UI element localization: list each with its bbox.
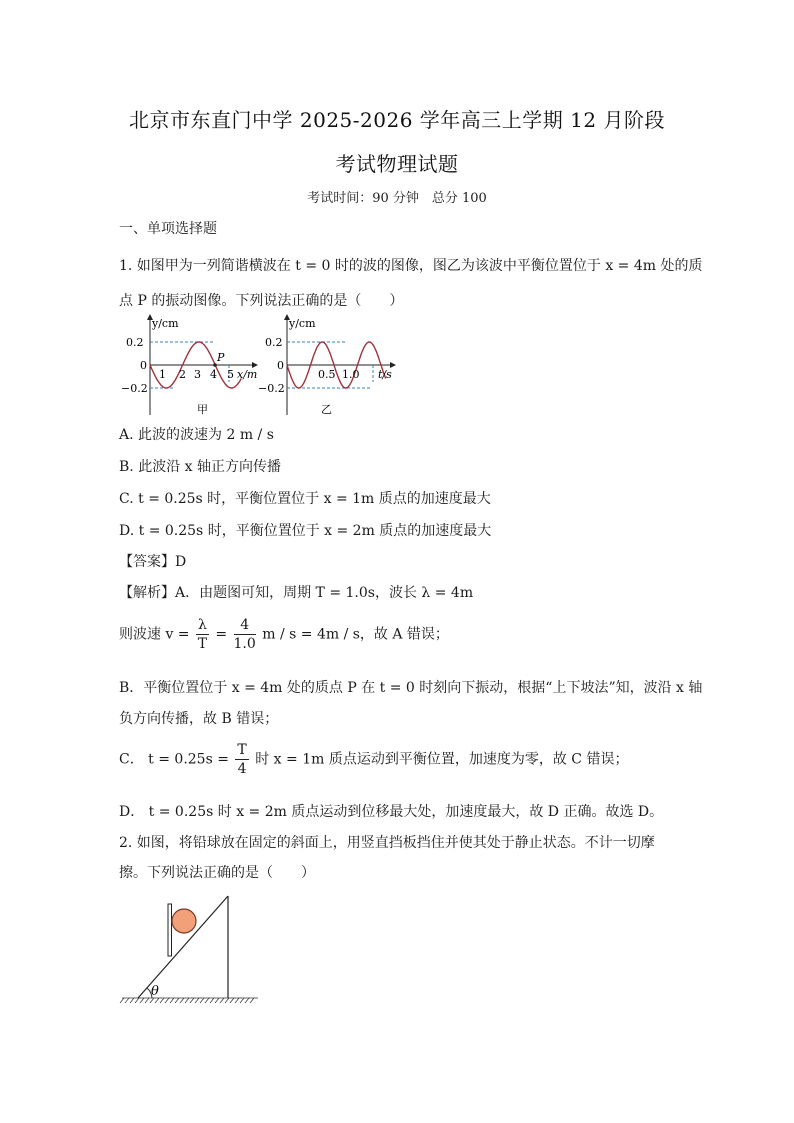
q1-figure: [115, 310, 405, 420]
q1-option-a: A. 此波的波速为 2 m / s: [119, 427, 274, 443]
analysis-speed-prefix: 则波速 v =: [119, 626, 190, 643]
exam-info: 考试时间：90 分钟 总分 100: [307, 191, 487, 206]
fraction-denominator: 4: [237, 761, 247, 777]
vertical-baffle: [168, 904, 172, 956]
jia-xtick-1: 1: [159, 368, 166, 381]
graph-yi: [258, 315, 395, 416]
jia-caption: 甲: [197, 403, 208, 416]
section-heading: 一、单项选择题: [119, 221, 217, 237]
title-line-1: 北京市东直门中学 2025-2026 学年高三上学期 12 月阶段: [129, 108, 665, 132]
q1-analysis-a: 【解析】A．由题图可知，周期 T = 1.0s，波长 λ = 4m: [119, 585, 474, 601]
analysis-c-suffix: 时 x = 1m 质点运动到平衡位置，加速度为零，故 C 错误；: [255, 751, 629, 768]
q1-analysis-b-line-2: 负方向传播，故 B 错误；: [119, 711, 279, 727]
jia-xlabel: x/m: [237, 368, 258, 381]
fraction-numerator: T: [237, 742, 247, 758]
jia-ytick-zero: 0: [140, 359, 147, 372]
hatch-line: [200, 998, 204, 1003]
hatch-line: [215, 998, 219, 1003]
q1-option-c: C. t = 0.25s 时，平衡位置位于 x = 1m 质点的加速度最大: [119, 491, 491, 507]
hatch-line: [125, 998, 129, 1003]
q1-stem-line-1: 1. 如图甲为一列简谐横波在 t = 0 时的波的图像，图乙为该波中平衡位置位于 x = 4m 处的质: [119, 258, 703, 274]
q1-option-b: B. 此波沿 x 轴正方向传播: [119, 459, 281, 475]
hatch-line: [140, 998, 144, 1003]
hatch-line: [180, 998, 184, 1003]
fraction-denominator: 1.0: [233, 636, 256, 652]
hatch-line: [210, 998, 214, 1003]
q1-stem-line-2: 点 P 的振动图像。下列说法正确的是（ ）: [119, 293, 404, 309]
jia-xtick-3: 3: [194, 368, 201, 381]
analysis-c-prefix: C． t = 0.25s =: [119, 751, 229, 768]
point-p-label: P: [217, 351, 225, 364]
fraction-numerator: 4: [234, 616, 256, 635]
yi-ylabel: y/cm: [289, 317, 316, 330]
yi-xlabel: t/s: [378, 368, 392, 381]
yi-ytick-bottom: −0.2: [258, 382, 285, 395]
fraction-lambda-over-t: [196, 616, 209, 653]
analysis-speed-suffix: m / s = 4m / s，故 A 错误；: [262, 626, 449, 643]
hatch-line: [230, 998, 234, 1003]
angle-theta-label: θ: [151, 984, 159, 999]
yi-xtick-05: 0.5: [318, 368, 336, 381]
jia-ytick-bottom: −0.2: [121, 382, 148, 395]
hatch-line: [190, 998, 194, 1003]
q1-analysis-d: D． t = 0.25s 时 x = 2m 质点运动到位移最大处，加速度最大，故 D 正确。故选 D。: [119, 804, 664, 820]
jia-xtick-2: 2: [179, 368, 186, 381]
hatch-line: [205, 998, 209, 1003]
q1-analysis-speed: [119, 616, 449, 653]
hatch-line: [250, 998, 254, 1003]
jia-ytick-top: 0.2: [126, 336, 144, 349]
hatch-line: [165, 998, 169, 1003]
hatch-line: [195, 998, 199, 1003]
q1-option-d: D. t = 0.25s 时，平衡位置位于 x = 2m 质点的加速度最大: [119, 523, 492, 539]
q2-stem-line-2: 擦。下列说法正确的是（ ）: [119, 865, 315, 881]
hatch-line: [175, 998, 179, 1003]
hatch-line: [220, 998, 224, 1003]
hatch-line: [170, 998, 174, 1003]
fraction-t-over-4: [235, 741, 248, 778]
title-line-2: 考试物理试题: [335, 152, 459, 176]
jia-xtick-4: 4: [210, 368, 217, 381]
hatch-line: [130, 998, 134, 1003]
fraction-numerator: λ: [198, 617, 207, 633]
yi-ytick-top: 0.2: [265, 336, 283, 349]
lead-ball: [172, 909, 196, 933]
q1-answer: 【答案】D: [119, 554, 187, 570]
hatch-line: [160, 998, 164, 1003]
yi-xtick-10: 1.0: [342, 368, 360, 381]
hatch-line: [145, 998, 149, 1003]
hatch-line: [225, 998, 229, 1003]
q1-analysis-c: [119, 741, 628, 778]
hatch-line: [235, 998, 239, 1003]
fraction-4-over-1: [234, 616, 256, 653]
q1-analysis-b-line-1: B．平衡位置位于 x = 4m 处的质点 P 在 t = 0 时刻向下振动，根据“上下坡法”知，波沿 x 轴: [119, 680, 703, 696]
q2-figure: [118, 890, 263, 1005]
hatch-marks: [120, 998, 254, 1003]
graph-jia: [121, 315, 257, 416]
jia-xtick-5: 5: [227, 368, 234, 381]
hatch-line: [135, 998, 139, 1003]
analysis-equals: =: [215, 626, 228, 643]
fraction-denominator: T: [197, 636, 208, 652]
yi-ytick-zero: 0: [277, 359, 284, 372]
hatch-line: [245, 998, 249, 1003]
jia-ylabel: y/cm: [152, 317, 179, 330]
hatch-line: [240, 998, 244, 1003]
q2-stem-line-1: 2. 如图，将铅球放在固定的斜面上，用竖直挡板挡住并使其处于静止状态。不计一切摩: [119, 835, 655, 851]
hatch-line: [120, 998, 124, 1003]
hatch-line: [185, 998, 189, 1003]
yi-caption: 乙: [321, 403, 332, 416]
